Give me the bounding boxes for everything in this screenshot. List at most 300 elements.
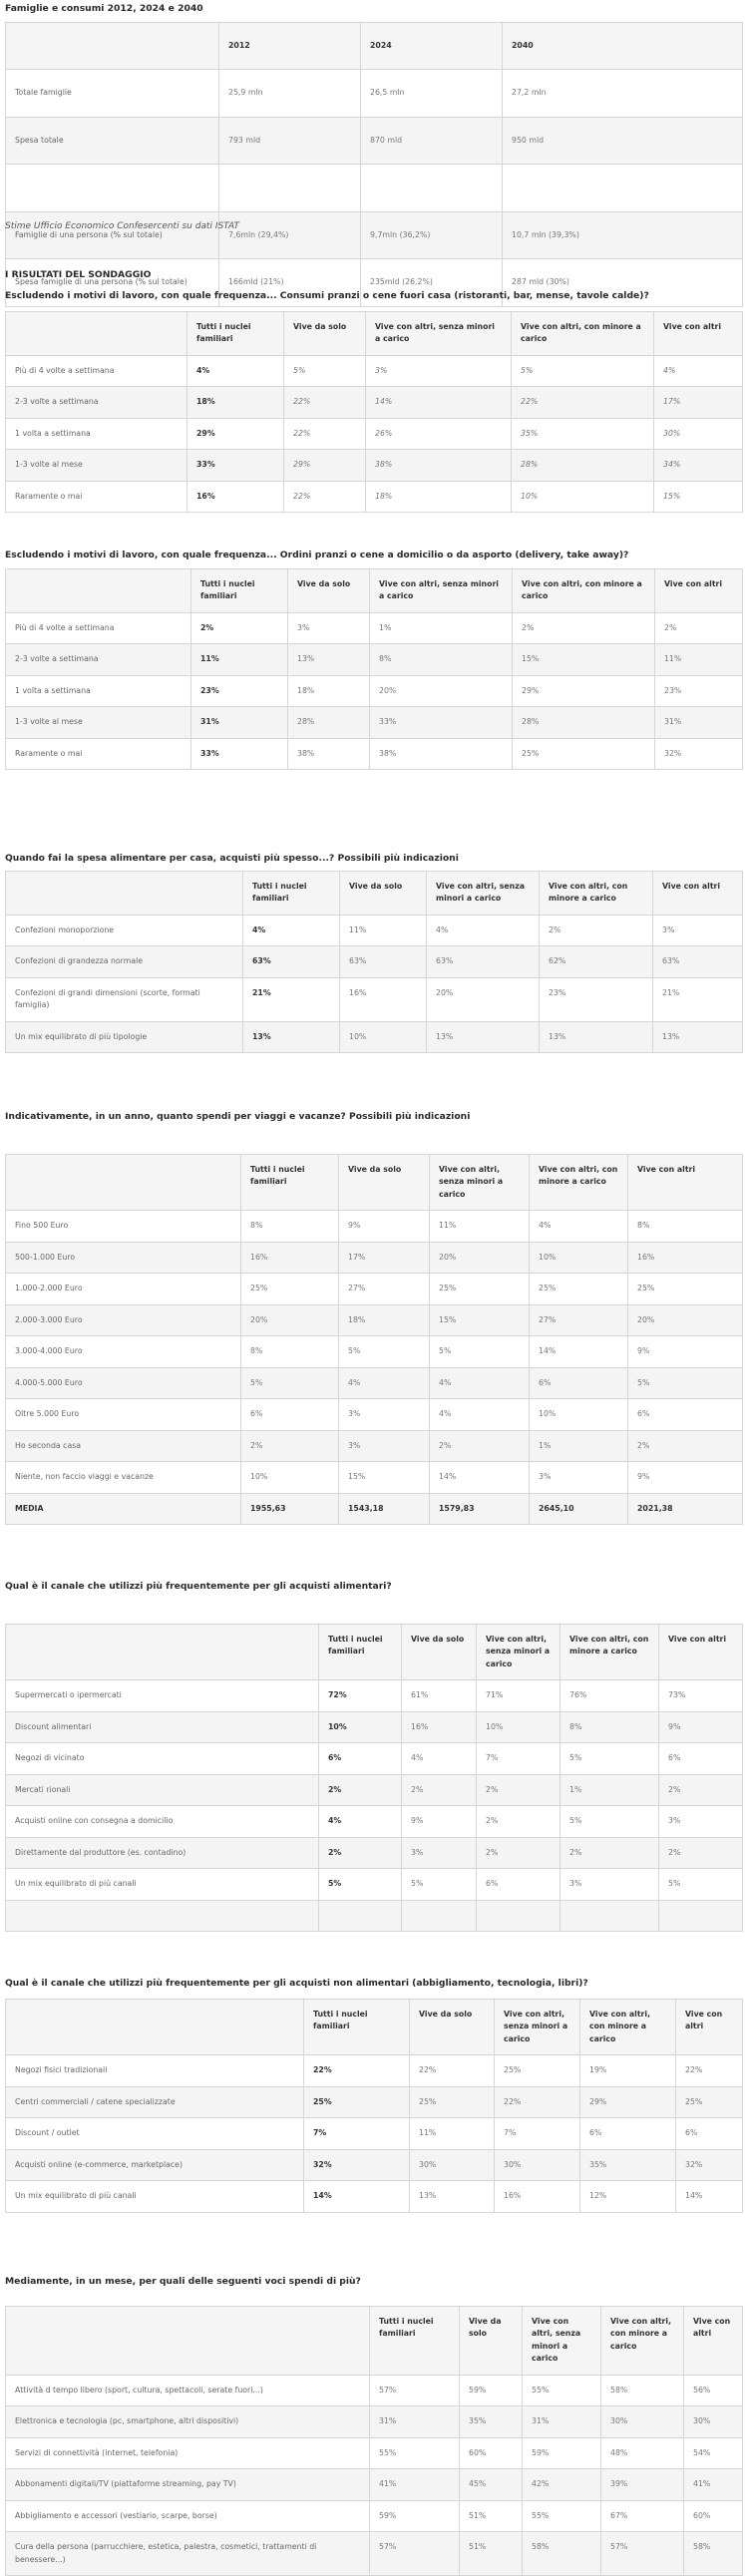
cell-value: 51% bbox=[460, 2532, 523, 2576]
cell-value: 29% bbox=[513, 675, 655, 706]
header-cell: Vive con altri, con minore a carico bbox=[560, 1625, 659, 1680]
table-row bbox=[6, 1869, 743, 1900]
cell-value: 63% bbox=[653, 946, 743, 977]
header-cell: Vive con altri, con minore a carico bbox=[513, 569, 655, 613]
row-label: 1 volta a settimana bbox=[6, 675, 191, 706]
cell-value: 30% bbox=[654, 418, 743, 449]
table-header-row bbox=[6, 1625, 743, 1680]
cell-value: 56% bbox=[684, 2375, 743, 2405]
cell-value: 71% bbox=[477, 1680, 560, 1711]
cell-value: 55% bbox=[370, 2437, 460, 2468]
cell-value: 11% bbox=[340, 915, 427, 945]
header-cell: Vive con altri, senza minori a carico bbox=[366, 312, 512, 356]
header-cell: Vive con altri bbox=[653, 872, 743, 916]
cell-value: 16% bbox=[187, 481, 284, 512]
cell-value: 63% bbox=[427, 946, 540, 977]
row-label: Un mix equilibrato di più canali bbox=[6, 2181, 304, 2212]
table-header-row bbox=[6, 23, 743, 70]
cell-value: 5% bbox=[659, 1869, 743, 1900]
table-row bbox=[6, 2469, 743, 2500]
row-label: Supermercati o ipermercati bbox=[6, 1680, 319, 1711]
header-cell: Vive con altri bbox=[659, 1625, 743, 1680]
cell-value: 4% bbox=[430, 1399, 530, 1430]
row-label: Totale famiglie bbox=[6, 70, 219, 117]
row-label bbox=[6, 1900, 319, 1931]
row-label: Discount / outlet bbox=[6, 2118, 304, 2149]
cell-value bbox=[560, 1900, 659, 1931]
cell-value: 12% bbox=[580, 2181, 676, 2212]
header-cell: Vive con altri bbox=[655, 569, 743, 613]
table-row bbox=[6, 2118, 743, 2149]
row-label: Confezioni di grandi dimensioni (scorte, formati famiglia) bbox=[6, 977, 243, 1021]
cell-value: 16% bbox=[495, 2181, 580, 2212]
cell-value: 58% bbox=[601, 2375, 684, 2405]
cell-value: 20% bbox=[430, 1242, 530, 1273]
cell-value: 15% bbox=[430, 1304, 530, 1335]
cell-value: 22% bbox=[304, 2055, 410, 2086]
cell-value: 17% bbox=[654, 387, 743, 418]
cell-value: 2021,38 bbox=[628, 1493, 743, 1524]
cell-value: 76% bbox=[560, 1680, 659, 1711]
table-row bbox=[6, 1837, 743, 1868]
table-q3-spesa-alimentare bbox=[5, 871, 743, 1053]
cell-value: 4% bbox=[339, 1367, 430, 1398]
cell-value: 30% bbox=[684, 2406, 743, 2437]
cell-value: 73% bbox=[659, 1680, 743, 1711]
cell-value: 22% bbox=[284, 418, 366, 449]
cell-value: 59% bbox=[523, 2437, 601, 2468]
table-row bbox=[6, 117, 743, 164]
cell-value: 10% bbox=[340, 1021, 427, 1052]
row-label: Un mix equilibrato di più tipologie bbox=[6, 1021, 243, 1052]
cell-value: 5% bbox=[402, 1869, 477, 1900]
table-row bbox=[6, 2437, 743, 2468]
row-label: Acquisti online (e-commerce, marketplace) bbox=[6, 2149, 304, 2180]
cell-value: 14% bbox=[530, 1336, 628, 1367]
cell-value: 38% bbox=[288, 738, 370, 769]
cell-value: 27% bbox=[530, 1304, 628, 1335]
cell-value: 5% bbox=[241, 1367, 339, 1398]
row-label: 2-3 volte a settimana bbox=[6, 644, 191, 675]
cell-value: 5% bbox=[512, 355, 654, 386]
cell-value: 38% bbox=[366, 450, 512, 481]
table-row bbox=[6, 1430, 743, 1461]
table-row bbox=[6, 946, 743, 977]
table-row bbox=[6, 211, 743, 258]
cell-value: 6% bbox=[319, 1743, 402, 1774]
cell-value: 22% bbox=[284, 387, 366, 418]
table-row bbox=[6, 2149, 743, 2180]
cell-value: 25% bbox=[410, 2086, 495, 2117]
table-header-row bbox=[6, 2000, 743, 2055]
cell-value: 18% bbox=[187, 387, 284, 418]
cell-value: 870 mld bbox=[361, 117, 503, 164]
survey-heading: I RISULTATI DEL SONDAGGIO bbox=[5, 269, 152, 280]
cell-value: 8% bbox=[628, 1211, 743, 1242]
cell-value: 7% bbox=[304, 2118, 410, 2149]
cell-value: 5% bbox=[284, 355, 366, 386]
cell-value: 13% bbox=[427, 1021, 540, 1052]
cell-value: 2% bbox=[191, 612, 288, 643]
header-cell-label bbox=[6, 872, 243, 916]
row-label: Raramente o mai bbox=[6, 738, 191, 769]
cell-value: 1% bbox=[560, 1774, 659, 1805]
header-cell: Vive da solo bbox=[410, 2000, 495, 2055]
section-title-famiglie-consumi: Famiglie e consumi 2012, 2024 e 2040 bbox=[5, 3, 203, 14]
table-q4-viaggi-vacanze bbox=[5, 1154, 743, 1525]
cell-value: 7% bbox=[477, 1743, 560, 1774]
row-label: Fino 500 Euro bbox=[6, 1211, 241, 1242]
cell-value: 22% bbox=[512, 387, 654, 418]
cell-value: 11% bbox=[430, 1211, 530, 1242]
cell-value: 23% bbox=[540, 977, 653, 1021]
header-cell: Tutti i nuclei familiari bbox=[304, 2000, 410, 2055]
header-cell: 2040 bbox=[503, 23, 743, 70]
header-cell: Vive con altri bbox=[676, 2000, 743, 2055]
cell-value: 21% bbox=[653, 977, 743, 1021]
cell-value: 3% bbox=[288, 612, 370, 643]
cell-value: 32% bbox=[304, 2149, 410, 2180]
cell-value: 22% bbox=[410, 2055, 495, 2086]
header-cell-label bbox=[6, 1625, 319, 1680]
cell-value: 32% bbox=[655, 738, 743, 769]
row-label: 1-3 volte al mese bbox=[6, 450, 187, 481]
cell-value bbox=[503, 165, 743, 211]
cell-value: 15% bbox=[513, 644, 655, 675]
cell-value: 4% bbox=[430, 1367, 530, 1398]
header-cell: Vive con altri, senza minori a carico bbox=[523, 2307, 601, 2376]
header-cell: Tutti i nuclei familiari bbox=[370, 2307, 460, 2376]
cell-value: 57% bbox=[370, 2532, 460, 2576]
cell-value: 10% bbox=[477, 1711, 560, 1742]
table-row bbox=[6, 2086, 743, 2117]
cell-value: 2% bbox=[628, 1430, 743, 1461]
cell-value: 38% bbox=[370, 738, 513, 769]
cell-value: 25% bbox=[530, 1274, 628, 1304]
row-label: Discount alimentari bbox=[6, 1711, 319, 1742]
header-cell: Vive con altri, con minore a carico bbox=[530, 1155, 628, 1211]
cell-value: 166mld (21%) bbox=[219, 259, 361, 306]
cell-value: 3% bbox=[530, 1462, 628, 1493]
cell-value: 59% bbox=[460, 2375, 523, 2405]
table-row bbox=[6, 738, 743, 769]
cell-value: 2% bbox=[659, 1837, 743, 1868]
cell-value: 7,6mln (29,4%) bbox=[219, 211, 361, 258]
cell-value: 41% bbox=[684, 2469, 743, 2500]
cell-value: 5% bbox=[560, 1806, 659, 1837]
cell-value: 9% bbox=[402, 1806, 477, 1837]
cell-value: 793 mld bbox=[219, 117, 361, 164]
cell-value: 60% bbox=[684, 2500, 743, 2531]
table-row bbox=[6, 612, 743, 643]
cell-value: 25% bbox=[430, 1274, 530, 1304]
table-q6-canale-non-alimentari bbox=[5, 1999, 743, 2213]
cell-value: 20% bbox=[427, 977, 540, 1021]
cell-value: 2% bbox=[659, 1774, 743, 1805]
cell-value: 60% bbox=[460, 2437, 523, 2468]
cell-value: 950 mld bbox=[503, 117, 743, 164]
table-header-row bbox=[6, 312, 743, 356]
cell-value: 11% bbox=[655, 644, 743, 675]
cell-value: 28% bbox=[513, 707, 655, 738]
cell-value: 9% bbox=[659, 1711, 743, 1742]
cell-value: 4% bbox=[654, 355, 743, 386]
table-row bbox=[6, 1806, 743, 1837]
cell-value: 7% bbox=[495, 2118, 580, 2149]
header-cell: Tutti i nuclei familiari bbox=[191, 569, 288, 613]
header-cell-label bbox=[6, 23, 219, 70]
row-label: Un mix equilibrato di più canali bbox=[6, 1869, 319, 1900]
cell-value: 20% bbox=[241, 1304, 339, 1335]
cell-value: 59% bbox=[370, 2500, 460, 2531]
cell-value: 15% bbox=[654, 481, 743, 512]
row-label: Confezioni monoporzione bbox=[6, 915, 243, 945]
cell-value: 41% bbox=[370, 2469, 460, 2500]
row-label: Abbonamenti digitali/TV (piattaforme streaming, pay TV) bbox=[6, 2469, 370, 2500]
cell-value: 10% bbox=[319, 1711, 402, 1742]
cell-value: 25% bbox=[241, 1274, 339, 1304]
cell-value: 10,7 mln (39,3%) bbox=[503, 211, 743, 258]
cell-value: 14% bbox=[366, 387, 512, 418]
cell-value: 16% bbox=[340, 977, 427, 1021]
cell-value: 9% bbox=[339, 1211, 430, 1242]
table-famiglie-consumi bbox=[5, 22, 743, 307]
cell-value: 22% bbox=[284, 481, 366, 512]
cell-value: 3% bbox=[339, 1430, 430, 1461]
table-row bbox=[6, 675, 743, 706]
cell-value: 33% bbox=[191, 738, 288, 769]
table-header-row bbox=[6, 569, 743, 613]
table-row bbox=[6, 1242, 743, 1273]
cell-value: 4% bbox=[319, 1806, 402, 1837]
cell-value: 11% bbox=[191, 644, 288, 675]
table-row bbox=[6, 1462, 743, 1493]
table-row bbox=[6, 1021, 743, 1052]
row-label: Negozi di vicinato bbox=[6, 1743, 319, 1774]
header-cell: Vive da solo bbox=[340, 872, 427, 916]
cell-value: 25% bbox=[513, 738, 655, 769]
cell-value: 5% bbox=[430, 1336, 530, 1367]
cell-value: 13% bbox=[653, 1021, 743, 1052]
cell-value: 8% bbox=[241, 1211, 339, 1242]
header-cell: Vive con altri, con minore a carico bbox=[512, 312, 654, 356]
cell-value: 30% bbox=[495, 2149, 580, 2180]
cell-value: 8% bbox=[370, 644, 513, 675]
cell-value: 27% bbox=[339, 1274, 430, 1304]
cell-value: 31% bbox=[655, 707, 743, 738]
row-label: 1.000-2.000 Euro bbox=[6, 1274, 241, 1304]
cell-value: 2% bbox=[655, 612, 743, 643]
cell-value: 58% bbox=[684, 2532, 743, 2576]
table-row bbox=[6, 1274, 743, 1304]
cell-value: 2% bbox=[319, 1774, 402, 1805]
cell-value: 4% bbox=[402, 1743, 477, 1774]
cell-value: 25% bbox=[676, 2086, 743, 2117]
row-label: 2.000-3.000 Euro bbox=[6, 1304, 241, 1335]
table-row bbox=[6, 1711, 743, 1742]
cell-value: 30% bbox=[410, 2149, 495, 2180]
cell-value: 72% bbox=[319, 1680, 402, 1711]
row-label: Negozi fisici tradizionali bbox=[6, 2055, 304, 2086]
table-header-row bbox=[6, 1155, 743, 1211]
header-cell-label bbox=[6, 569, 191, 613]
cell-value: 5% bbox=[319, 1869, 402, 1900]
cell-value: 27,2 mln bbox=[503, 70, 743, 117]
row-label: Cura della persona (parrucchiere, estetica, palestra, cosmetici, trattamenti di benessere...) bbox=[6, 2532, 370, 2576]
row-label: 4.000-5.000 Euro bbox=[6, 1367, 241, 1398]
cell-value: 3% bbox=[659, 1806, 743, 1837]
row-label: Abbigliamento e accessori (vestiario, scarpe, borse) bbox=[6, 2500, 370, 2531]
cell-value: 28% bbox=[288, 707, 370, 738]
table-q2-delivery bbox=[5, 568, 743, 770]
cell-value: 31% bbox=[191, 707, 288, 738]
header-cell: Vive con altri bbox=[654, 312, 743, 356]
cell-value: 11% bbox=[410, 2118, 495, 2149]
cell-value: 67% bbox=[601, 2500, 684, 2531]
cell-value: 63% bbox=[340, 946, 427, 977]
cell-value: 2% bbox=[241, 1430, 339, 1461]
table-row bbox=[6, 1367, 743, 1398]
header-cell-label bbox=[6, 2000, 304, 2055]
cell-value: 10% bbox=[241, 1462, 339, 1493]
row-label: Spesa totale bbox=[6, 117, 219, 164]
header-cell: Vive con altri, senza minori a carico bbox=[370, 569, 513, 613]
cell-value: 13% bbox=[243, 1021, 340, 1052]
table-row bbox=[6, 481, 743, 512]
cell-value: 16% bbox=[628, 1242, 743, 1273]
header-cell: Vive con altri, senza minori a carico bbox=[427, 872, 540, 916]
cell-value: 28% bbox=[512, 450, 654, 481]
cell-value: 10% bbox=[530, 1399, 628, 1430]
table-row bbox=[6, 418, 743, 449]
cell-value: 13% bbox=[410, 2181, 495, 2212]
table-row bbox=[6, 165, 743, 211]
cell-value: 10% bbox=[512, 481, 654, 512]
cell-value: 1543,18 bbox=[339, 1493, 430, 1524]
table-row bbox=[6, 1211, 743, 1242]
cell-value bbox=[659, 1900, 743, 1931]
question-7-title: Mediamente, in un mese, per quali delle seguenti voci spendi di più? bbox=[5, 2276, 361, 2287]
cell-value: 8% bbox=[241, 1336, 339, 1367]
header-cell: Vive con altri bbox=[628, 1155, 743, 1211]
cell-value: 63% bbox=[243, 946, 340, 977]
cell-value: 35% bbox=[580, 2149, 676, 2180]
cell-value: 18% bbox=[288, 675, 370, 706]
cell-value: 58% bbox=[523, 2532, 601, 2576]
cell-value: 9% bbox=[628, 1462, 743, 1493]
table-header-row bbox=[6, 2307, 743, 2376]
table-row bbox=[6, 644, 743, 675]
cell-value: 23% bbox=[655, 675, 743, 706]
cell-value: 4% bbox=[530, 1211, 628, 1242]
row-label: Elettronica e tecnologia (pc, smartphone, altri dispositivi) bbox=[6, 2406, 370, 2437]
cell-value: 2% bbox=[477, 1774, 560, 1805]
row-label: Confezioni di grandezza normale bbox=[6, 946, 243, 977]
cell-value: 18% bbox=[339, 1304, 430, 1335]
cell-value: 29% bbox=[187, 418, 284, 449]
header-cell: Tutti i nuclei familiari bbox=[243, 872, 340, 916]
question-3-title: Quando fai la spesa alimentare per casa, acquisti più spesso...? Possibili più indicazioni bbox=[5, 853, 459, 864]
cell-value: 3% bbox=[402, 1837, 477, 1868]
cell-value: 62% bbox=[540, 946, 653, 977]
cell-value: 39% bbox=[601, 2469, 684, 2500]
table-q5-canale-alimentari bbox=[5, 1624, 743, 1932]
table-row bbox=[6, 1399, 743, 1430]
question-5-title: Qual è il canale che utilizzi più frequentemente per gli acquisti alimentari? bbox=[5, 1581, 392, 1592]
cell-value: 2% bbox=[560, 1837, 659, 1868]
cell-value: 14% bbox=[304, 2181, 410, 2212]
header-cell: Tutti i nuclei familiari bbox=[319, 1625, 402, 1680]
table-row bbox=[6, 977, 743, 1021]
cell-value: 14% bbox=[676, 2181, 743, 2212]
row-label: Direttamente dal produttore (es. contadino) bbox=[6, 1837, 319, 1868]
cell-value: 2% bbox=[402, 1774, 477, 1805]
row-label bbox=[6, 165, 219, 211]
cell-value: 22% bbox=[676, 2055, 743, 2086]
question-1-title: Escludendo i motivi di lavoro, con quale frequenza... Consumi pranzi o cene fuori casa (ristoranti, bar, mense, tavole calde)? bbox=[5, 290, 649, 301]
table-row bbox=[6, 1493, 743, 1524]
table-row bbox=[6, 70, 743, 117]
cell-value: 30% bbox=[601, 2406, 684, 2437]
cell-value: 6% bbox=[477, 1869, 560, 1900]
question-2-title: Escludendo i motivi di lavoro, con quale frequenza... Ordini pranzi o cene a domicilio o da asporto (delivery, take away)? bbox=[5, 550, 629, 560]
table-row bbox=[6, 1680, 743, 1711]
table-row bbox=[6, 915, 743, 945]
cell-value bbox=[219, 165, 361, 211]
header-cell-label bbox=[6, 1155, 241, 1211]
cell-value: 22% bbox=[495, 2086, 580, 2117]
cell-value: 1579,83 bbox=[430, 1493, 530, 1524]
cell-value: 6% bbox=[628, 1399, 743, 1430]
row-label: Raramente o mai bbox=[6, 481, 187, 512]
table-row bbox=[6, 1743, 743, 1774]
row-label: 500-1.000 Euro bbox=[6, 1242, 241, 1273]
header-cell-label bbox=[6, 312, 187, 356]
cell-value: 4% bbox=[243, 915, 340, 945]
table-row bbox=[6, 2406, 743, 2437]
header-cell: Vive con altri, senza minori a carico bbox=[430, 1155, 530, 1211]
cell-value: 6% bbox=[580, 2118, 676, 2149]
header-cell-label bbox=[6, 2307, 370, 2376]
table-row bbox=[6, 2532, 743, 2576]
cell-value: 55% bbox=[523, 2375, 601, 2405]
cell-value: 13% bbox=[288, 644, 370, 675]
row-label: Famiglie di una persona (% sul totale) bbox=[6, 211, 219, 258]
cell-value: 3% bbox=[653, 915, 743, 945]
row-label: Centri commerciali / catene specializzate bbox=[6, 2086, 304, 2117]
cell-value: 23% bbox=[191, 675, 288, 706]
cell-value: 3% bbox=[366, 355, 512, 386]
table-row bbox=[6, 707, 743, 738]
cell-value: 61% bbox=[402, 1680, 477, 1711]
cell-value: 235mld (26,2%) bbox=[361, 259, 503, 306]
row-label: Oltre 5.000 Euro bbox=[6, 1399, 241, 1430]
cell-value: 55% bbox=[523, 2500, 601, 2531]
cell-value: 32% bbox=[676, 2149, 743, 2180]
table-row bbox=[6, 1304, 743, 1335]
row-label: Più di 4 volte a settimana bbox=[6, 612, 191, 643]
cell-value: 2% bbox=[477, 1806, 560, 1837]
cell-value: 2% bbox=[319, 1837, 402, 1868]
cell-value: 25% bbox=[495, 2055, 580, 2086]
cell-value: 4% bbox=[427, 915, 540, 945]
cell-value: 1955,63 bbox=[241, 1493, 339, 1524]
row-label: Ho seconda casa bbox=[6, 1430, 241, 1461]
cell-value: 6% bbox=[659, 1743, 743, 1774]
header-cell: 2012 bbox=[219, 23, 361, 70]
cell-value: 48% bbox=[601, 2437, 684, 2468]
header-cell: Vive da solo bbox=[288, 569, 370, 613]
